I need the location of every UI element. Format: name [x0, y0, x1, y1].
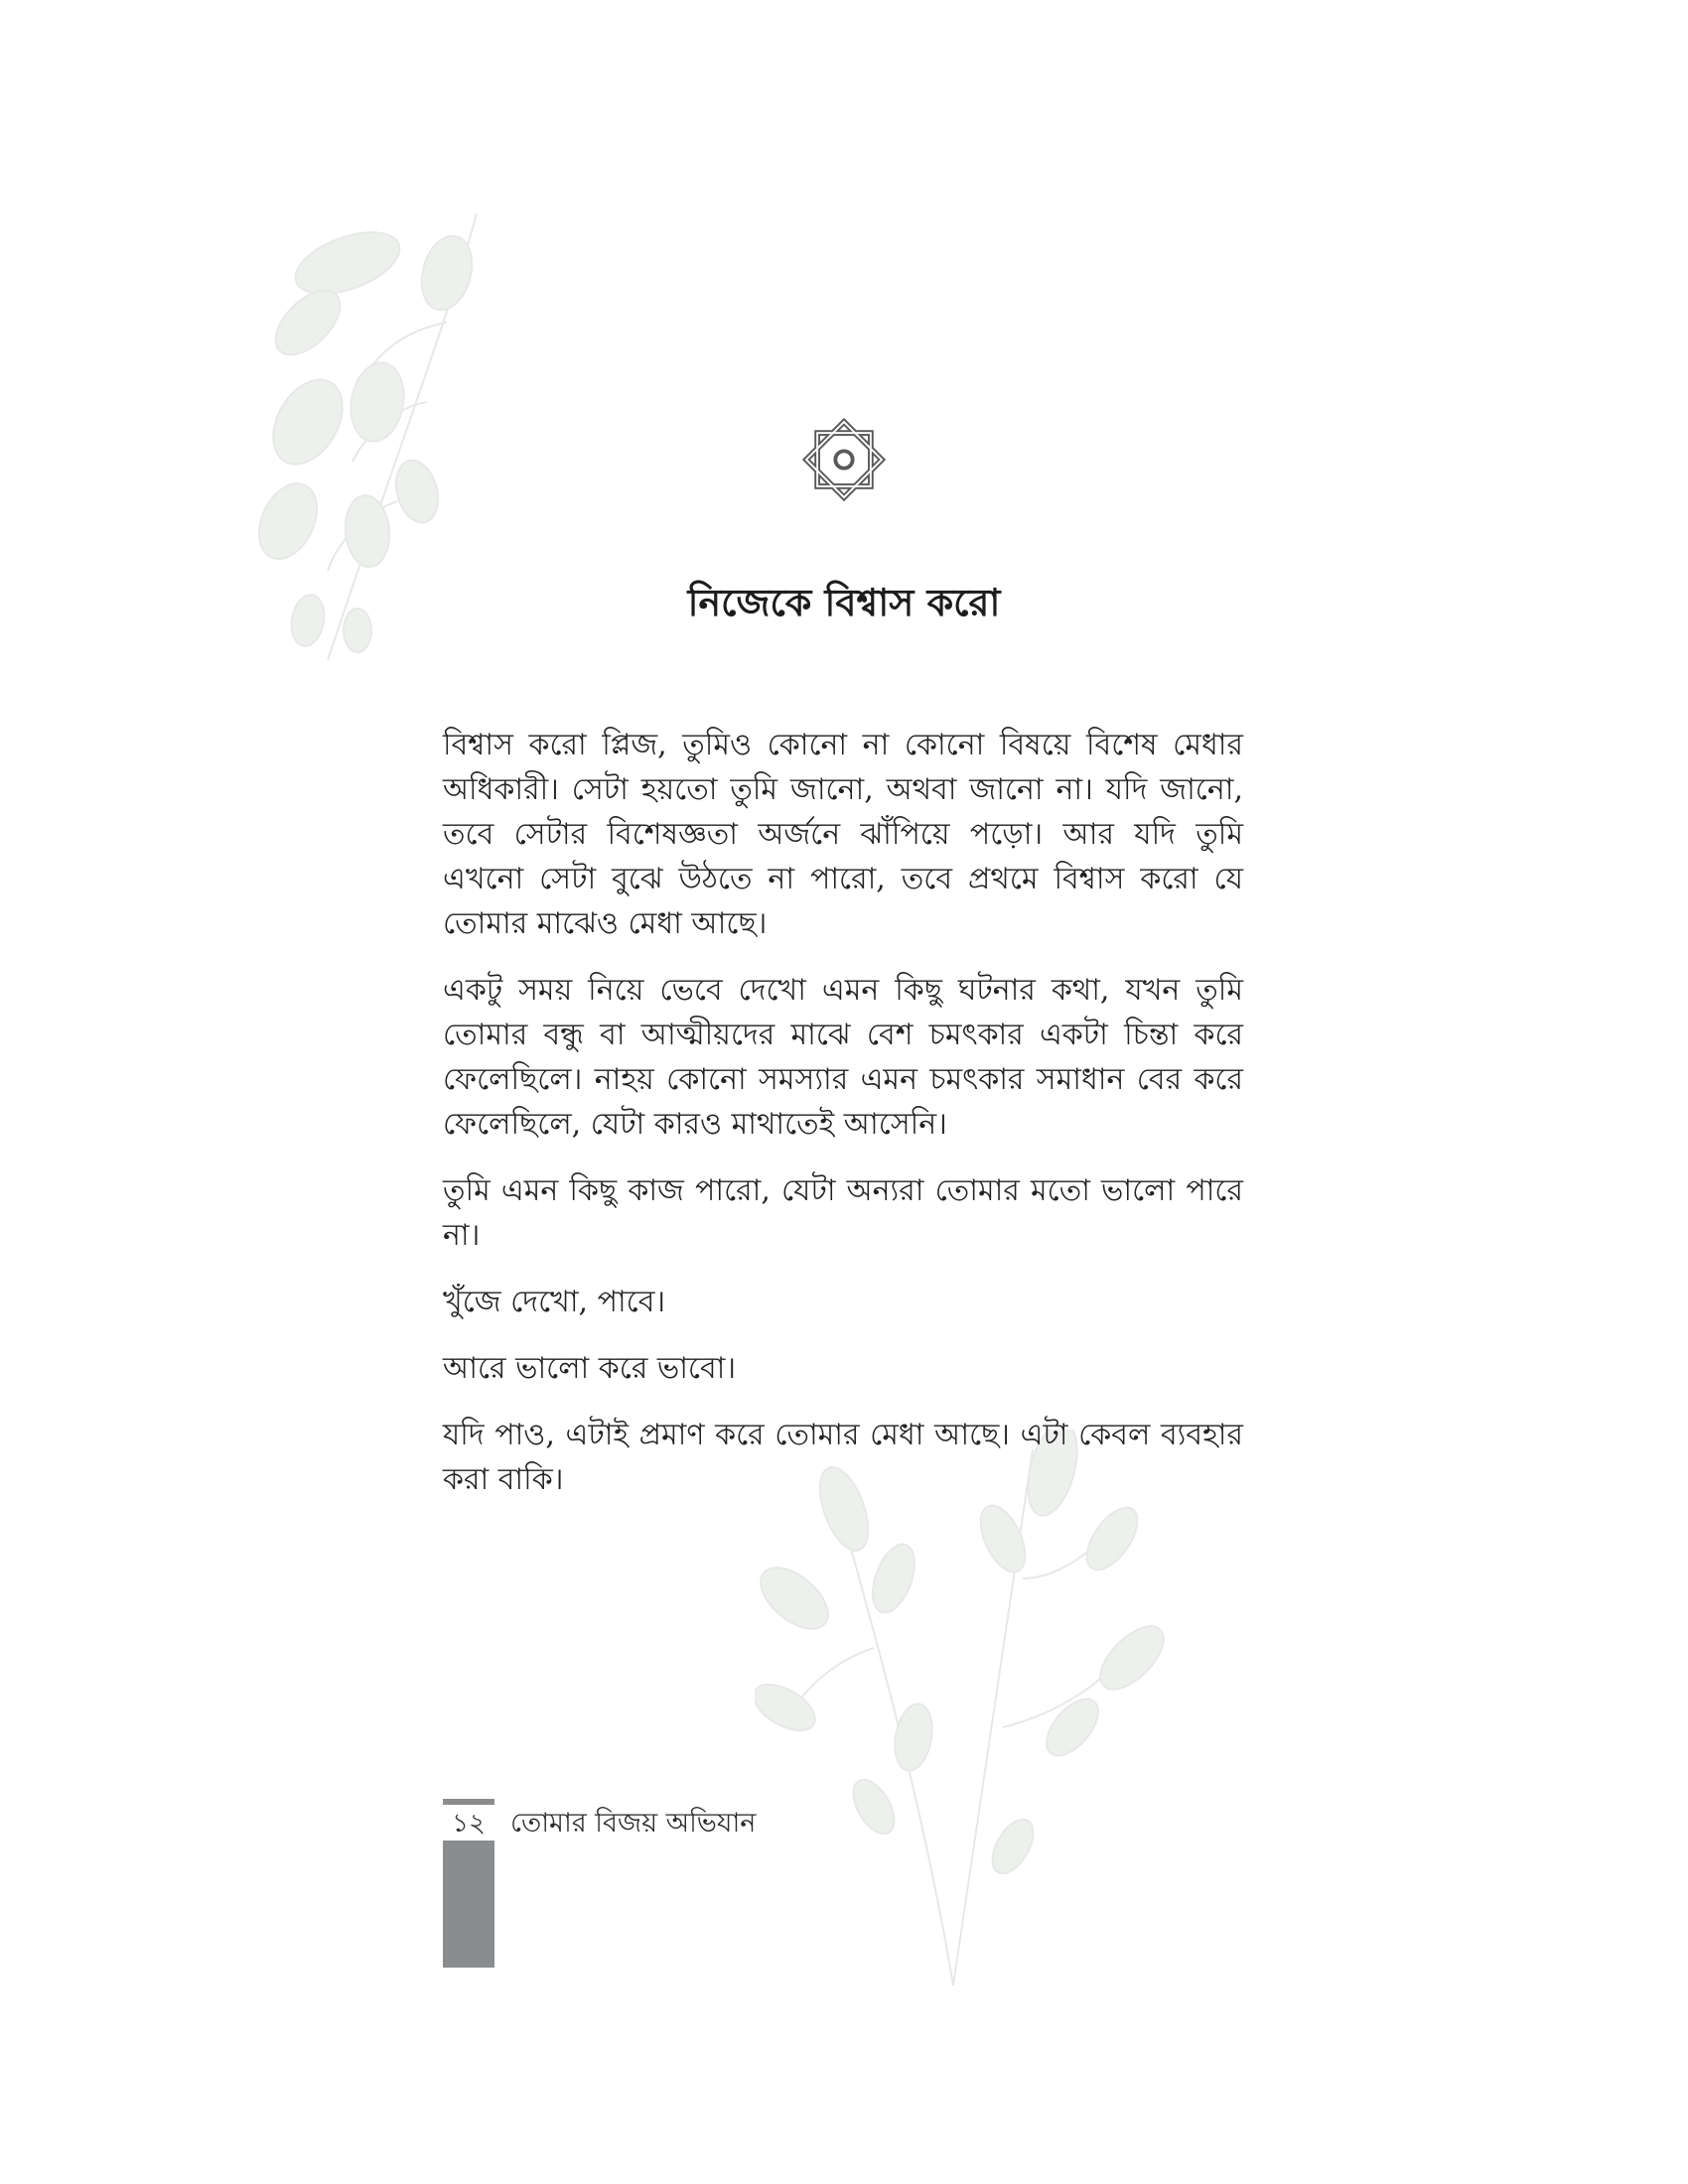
- paragraph: বিশ্বাস করো প্লিজ, তুমিও কোনো না কোনো বিষয়ে বিশেষ মেধার অধিকারী। সেটা হয়তো তুমি জানো, অথবা জানো না। যদি জানো, তবে সেটার বিশেষজ্ঞতা অর্জনে ঝাঁপিয়ে পড়ো। আর যদি তুমি এখনো সেটা বুঝে উঠতে না পারো, তবে প্রথমে বিশ্বাস করো যে তোমার মাঝেও মেধা আছে।: [443, 728, 1243, 941]
- page-footer: [443, 1799, 1138, 1968]
- paragraph: একটু সময় নিয়ে ভেবে দেখো এমন কিছু ঘটনার কথা, যখন তুমি তোমার বন্ধু বা আত্মীয়দের মাঝে বেশ চমৎকার একটা চিন্তা করে ফেলেছিলে। নাহয় কোনো সমস্যার এমন চমৎকার সমাধান বের করে ফেলেছিলে, যেটা কারও মাথাতেই আসেনি।: [443, 973, 1243, 1142]
- page-number: ১২: [452, 1809, 486, 1839]
- body-text: [443, 723, 1243, 1524]
- paragraph: তুমি এমন কিছু কাজ পারো, যেটা অন্যরা তোমার মতো ভালো পারে না।: [443, 1173, 1243, 1253]
- chapter-title: নিজেকে বিশ্বাস করো: [687, 580, 1001, 624]
- geometric-rosette-icon: [796, 412, 892, 507]
- running-book-title: তোমার বিজয় অভিযান: [510, 1808, 757, 1839]
- paragraph: আরে ভালো করে ভাবো।: [443, 1351, 737, 1386]
- footer-block: [443, 1841, 494, 1968]
- paragraph: যদি পাও, এটাই প্রমাণ করে তোমার মেধা আছে। এটা কেবল ব্যবহার করা বাকি।: [443, 1418, 1243, 1497]
- paragraph: খুঁজে দেখো, পাবে।: [443, 1285, 666, 1319]
